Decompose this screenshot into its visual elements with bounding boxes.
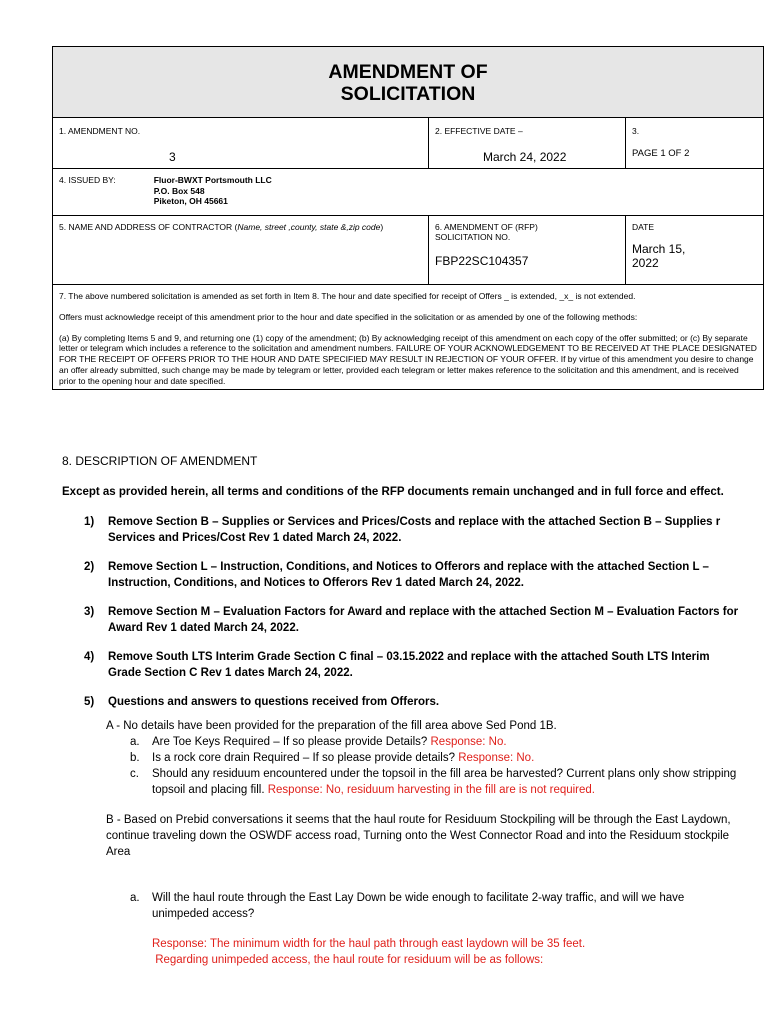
qa-letter: a. [130, 736, 140, 748]
acknowledge-text: Offers must acknowledge receipt of this amendment prior to the hour and date specified in the solicitation or as amended by one of the following methods: [59, 311, 638, 322]
qa-response: Response: No. [430, 736, 507, 748]
row-amendment-info [53, 118, 763, 169]
qa-question: Are Toe Keys Required – If so please provide Details? [152, 736, 431, 748]
amendment-item [62, 694, 742, 710]
contractor-cell [53, 216, 429, 284]
title-band [53, 47, 763, 118]
page-cell [626, 118, 763, 168]
item-text: Remove Section B – Supplies or Services and Prices/Costs and replace with the attached Section B – Supplies r Services and Prices/Cost Rev 1 dated March 24, 2022. [108, 516, 721, 544]
amendment-item [62, 604, 742, 636]
amendment-no-label: 1. AMENDMENT NO. [59, 126, 141, 136]
qa-b-item [130, 890, 742, 922]
box3-label: 3. [632, 126, 640, 136]
item-number: 1) [84, 516, 95, 528]
amendment-item [62, 649, 742, 681]
amendment-no-cell [53, 118, 429, 168]
qa-section-a [106, 718, 742, 968]
title-line-2: SOLICITATION [340, 83, 476, 105]
description-heading: 8. DESCRIPTION OF AMENDMENT [62, 454, 258, 468]
qa-a-item [130, 766, 742, 798]
contractor-label-italic: Name, street ,county, state &,zip code [237, 222, 381, 232]
amendment-no-value: 3 [169, 150, 176, 164]
qa-a-item [130, 750, 742, 766]
row-contractor-rfp [53, 216, 763, 285]
qa-letter: b. [130, 752, 140, 764]
qa-response: Response: No. [458, 752, 535, 764]
rfp-number: FBP22SC104357 [435, 254, 529, 268]
item-number: 5) [84, 696, 95, 708]
item-text: Remove South LTS Interim Grade Section C final – 03.15.2022 and replace with the attached South LTS Interim Grade Section C Rev 1 dates March 24, 2022. [108, 651, 710, 679]
date-value: March 15, 2022 [632, 242, 686, 270]
effective-date-cell [429, 118, 626, 168]
issuer-address-line1: P.O. Box 548 [153, 185, 205, 196]
date-label: DATE [632, 222, 655, 232]
qa-a-intro: A - No details have been provided for the preparation of the fill area above Sed Pond 1B. [106, 720, 557, 732]
amendment-form [52, 46, 764, 390]
qa-letter: a. [130, 892, 140, 904]
rfp-label-line1: 6. AMENDMENT OF (RFP) [435, 222, 538, 232]
item-7-text: 7. The above numbered solicitation is amended as set forth in Item 8. The hour and date specified for receipt of Offers _ is extended, _x_ is not extended. [59, 291, 636, 301]
item-text: Remove Section M – Evaluation Factors for Award and replace with the attached Section M – Evaluation Factors for Award Rev 1 dated March 24, 2022. [108, 606, 739, 634]
amendment-item [62, 559, 742, 591]
rfp-label-line2: SOLICITATION NO. [435, 232, 511, 242]
item-number: 2) [84, 561, 95, 573]
item-number: 4) [84, 651, 95, 663]
item-text: Remove Section L – Instruction, Conditions, and Notices to Offerors and replace with the attached Section L – Instruction, Conditions, and Notices to Offerors Rev 1 dated March 24, 2022. [108, 561, 709, 589]
contractor-label-text: 5. NAME AND ADDRESS OF CONTRACTOR ( [59, 222, 238, 232]
item-number: 3) [84, 606, 95, 618]
qa-b-response-line2: Regarding unimpeded access, the haul route for residuum will be as follows: [152, 954, 544, 966]
document-title [53, 47, 763, 105]
issuer-address [154, 175, 272, 211]
page-info: PAGE 1 OF 2 [632, 148, 690, 159]
effective-date-value: March 24, 2022 [483, 150, 567, 164]
date-cell [626, 216, 763, 284]
amendment-items [62, 514, 742, 710]
qa-response: Response: No, residuum harvesting in the fill are is not required. [267, 784, 595, 796]
amendment-item [62, 514, 742, 546]
effective-date-label: 2. EFFECTIVE DATE – [435, 126, 523, 136]
issued-by-label: 4. ISSUED BY: [59, 175, 116, 185]
rfp-cell [429, 216, 626, 284]
qa-b-intro: B - Based on Prebid conversations it seems that the haul route for Residuum Stockpiling will be through the East Laydown, continue traveling down the OSWDF access road, Turning onto the West Connector Road and into the Residuum stockpile Area [106, 814, 731, 858]
qa-a-item [130, 734, 742, 750]
description-intro: Except as provided herein, all terms and conditions of the RFP documents remain unchanged and in full force and effect. [62, 486, 724, 498]
methods-text: (a) By completing Items 5 and 9, and returning one (1) copy of the amendment; (b) By acknowledging receipt of this amendment on each copy of the offer submitted; or (c) By separate letter or telegram which includes a reference to the solicitation and amendment numbers. FAILURE OF YOUR ACKNOWLEDGEMENT TO BE RECEIVED AT THE PLACE DESIGNATED FOR THE RECEIPT OF OFFERS PRIOR TO THE HOUR AND DATE SPECIFIED MAY RESULT IN REJECTION OF YOUR OFFER. If by virtue of this amendment you desire to change an offer already submitted, such change may be made by telegram or letter, provided each telegram or letter makes reference to the solicitation and this amendment, and is received prior to the opening hour and date specified. [59, 332, 757, 386]
qa-question: Is a rock core drain Required – If so please provide details? [152, 752, 459, 764]
contractor-label-end: ) [380, 222, 384, 232]
contractor-label [59, 222, 422, 233]
item-text: Questions and answers to questions received from Offerors. [108, 696, 440, 708]
qa-question: Will the haul route through the East Lay Down be wide enough to facilitate 2-way traffic, and will we have unimpeded access? [152, 892, 685, 920]
description-section [62, 454, 742, 968]
issuer-name: Fluor-BWXT Portsmouth LLC [153, 175, 272, 185]
title-line-1: AMENDMENT OF [328, 61, 488, 83]
qa-letter: c. [130, 768, 139, 780]
issuer-address-line2: Piketon, OH 45661 [153, 196, 228, 206]
qa-b-response-line1: Response: The minimum width for the haul path through east laydown will be 35 feet. [152, 938, 586, 950]
qa-question: Should any residuum encountered under the topsoil in the fill area be harvested? Current plans only show stripping topsoil and placing fill. [152, 768, 737, 796]
issued-by-section [53, 169, 763, 216]
